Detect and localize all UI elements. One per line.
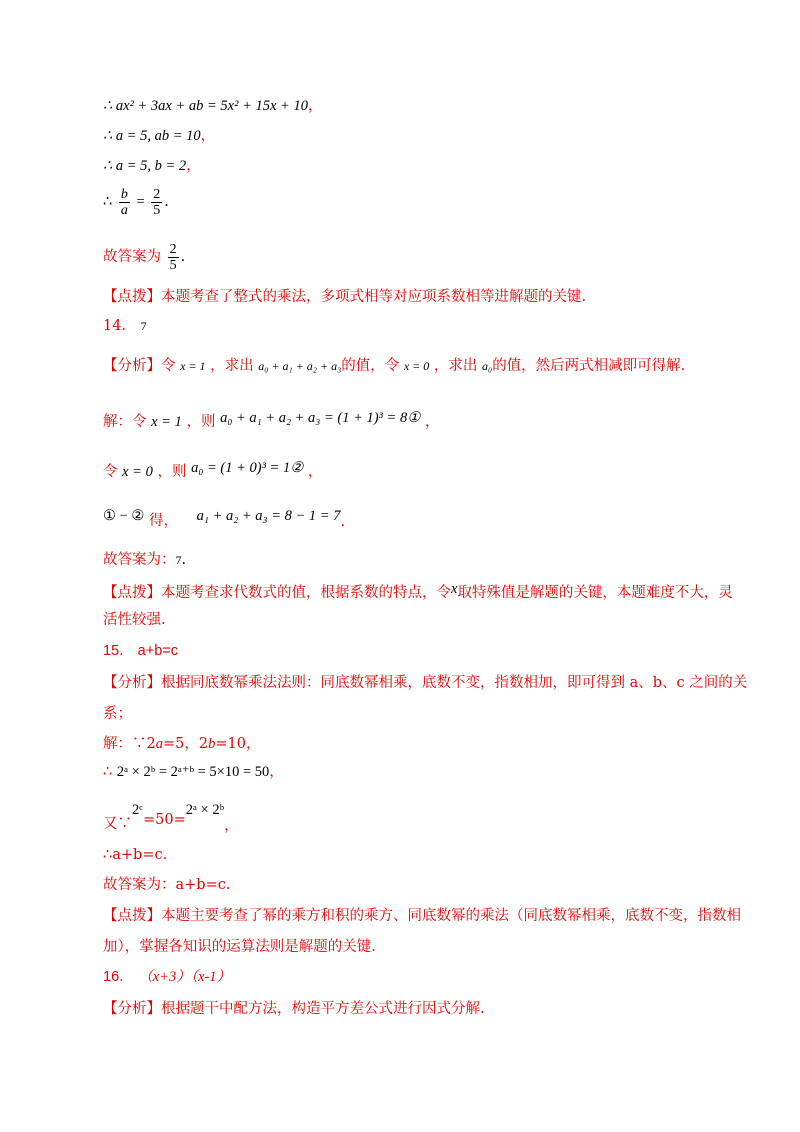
- solution-14-line-1: [103, 407, 439, 433]
- answer-fraction: $\frac{2}{5}$: [169, 241, 177, 273]
- analysis-15-line-2: 系；: [103, 706, 132, 722]
- math-expr: 2ᵃ × 2ᵇ = 2ᵃ⁺ᵇ = 5×10 = 50: [116, 764, 270, 780]
- text-segment: ，: [424, 414, 440, 430]
- text-segment: .: [340, 514, 346, 530]
- solution-15-result: ∴a+b=c.: [103, 847, 168, 863]
- question-16-header: [103, 966, 231, 988]
- solution-14-line-3: [103, 505, 345, 533]
- text-segment: 的值，令: [341, 358, 400, 374]
- math-expr: 2ᶜ: [132, 802, 143, 818]
- therefore-symbol: ∴: [103, 764, 117, 780]
- analysis-14: [103, 355, 685, 377]
- derivation-line-1: [103, 95, 322, 117]
- text-segment: 的值，然后两式相减即可得解.: [492, 358, 686, 374]
- equation: ∴ a = 5, ab = 10: [103, 128, 201, 144]
- text-segment: ，则: [186, 414, 216, 430]
- text-segment: 令: [103, 464, 118, 480]
- text-segment: ，则: [157, 464, 187, 480]
- text-segment: 又∵: [103, 816, 132, 832]
- text-segment: 得，: [149, 513, 179, 529]
- text-segment: ，: [224, 818, 239, 834]
- text-segment: ，: [307, 464, 323, 480]
- tip-15-line-1: 【点拨】本题主要考查了幂的乘方和积的乘方、同底数幂的乘法（同底数幂相乘，底数不变，指数相: [103, 908, 741, 924]
- math-var: b: [208, 736, 216, 752]
- fraction-two-fifths: $\frac{2}{5}$: [153, 186, 161, 218]
- tip-14-line-2: 活性较强.: [103, 612, 166, 628]
- text-segment: =5，2: [162, 736, 209, 752]
- math-expr: a₀ + a₁ + a₂ + a₃: [258, 359, 342, 373]
- question-number: 15．: [103, 643, 134, 659]
- derivation-line-4: [103, 185, 169, 219]
- math-expr: a₁ + a₂ + a₃ = 8 − 1 = 7: [196, 508, 341, 524]
- derivation-line-3: [103, 155, 201, 177]
- math-expr: a₀ = (1 + 0)³ = 1②: [191, 460, 304, 476]
- analysis-16: 【分析】根据题干中配方法，构造平方差公式进行因式分解.: [103, 1001, 485, 1017]
- answer-13: [103, 240, 185, 274]
- equation: ∴ ax² + 3ax + ab = 5x² + 15x + 10: [103, 98, 308, 114]
- punctuation: ，: [186, 158, 201, 174]
- equals-sign: =: [136, 194, 145, 210]
- text-segment: =50=: [142, 812, 186, 828]
- math-expr: x = 1: [180, 359, 206, 373]
- analysis-label: 【分析】令: [103, 358, 176, 374]
- math-expr: x = 0: [403, 359, 430, 373]
- punctuation: .: [164, 194, 169, 210]
- question-number: 16．: [103, 969, 134, 985]
- derivation-line-2: [103, 125, 215, 147]
- math-expr: 2ᵃ × 2ᵇ: [185, 802, 225, 818]
- text-segment: ，: [269, 764, 284, 780]
- text-segment: ，求出: [210, 358, 254, 374]
- text-segment: 取特殊值是解题的关键，本题难度不大，灵: [457, 585, 733, 601]
- answer-label: 故答案为: [103, 249, 161, 265]
- question-number: 14．: [103, 318, 136, 334]
- answer-value: 7: [140, 319, 147, 333]
- math-expr: a₀: [482, 359, 493, 373]
- tip-14-line-1: [103, 578, 733, 604]
- question-15-header: [103, 640, 178, 662]
- answer-14: [103, 549, 186, 571]
- solution-15-line-2: [103, 761, 284, 783]
- punctuation: ，: [200, 128, 216, 144]
- solution-14-line-2: [103, 457, 322, 483]
- analysis-15-line-1: 【分析】根据同底数幂乘法法则：同底数幂相乘，底数不变，指数相加，即可得到 a、b、c 之间的关: [103, 675, 748, 691]
- tip-15-line-2: 加），掌握各知识的运算法则是解题的关键.: [103, 939, 376, 955]
- punctuation: .: [181, 552, 187, 568]
- math-expr: x = 1: [151, 414, 182, 430]
- answer-15: 故答案为：a+b=c.: [103, 877, 231, 893]
- text-segment: 解：∵2: [103, 736, 156, 752]
- answer-value: a+b=c: [137, 643, 178, 659]
- text-segment: ，求出: [433, 358, 478, 374]
- punctuation: .: [180, 249, 186, 265]
- fraction-b-over-a: $\frac{b}{a}$: [120, 186, 128, 218]
- math-var: a: [155, 736, 163, 752]
- question-14-header: [103, 315, 147, 337]
- answer-value: （x+3）（x-1）: [138, 969, 231, 985]
- tip-13: 【点拨】本题考查了整式的乘法，多项式相等对应项系数相等进解题的关键.: [103, 289, 587, 305]
- equation: ∴ a = 5, b = 2: [103, 158, 187, 174]
- math-expr: a₀ + a₁ + a₂ + a₃ = (1 + 1)³ = 8①: [220, 410, 421, 426]
- therefore-symbol: ∴: [103, 194, 113, 210]
- solution-15-line-3: [103, 793, 239, 843]
- answer-value: 7: [175, 553, 182, 567]
- solution-15-line-1: [103, 733, 260, 755]
- math-expr: ① − ②: [103, 508, 145, 524]
- math-expr: x = 0: [122, 464, 153, 480]
- text-segment: =10，: [215, 736, 261, 752]
- text-segment: 【点拨】本题考查求代数式的值，根据系数的特点，令: [103, 585, 451, 601]
- punctuation: ，: [307, 98, 323, 114]
- answer-label: 故答案为：: [103, 552, 176, 568]
- solution-label: 解：令: [103, 414, 147, 430]
- math-expr: x: [451, 581, 458, 597]
